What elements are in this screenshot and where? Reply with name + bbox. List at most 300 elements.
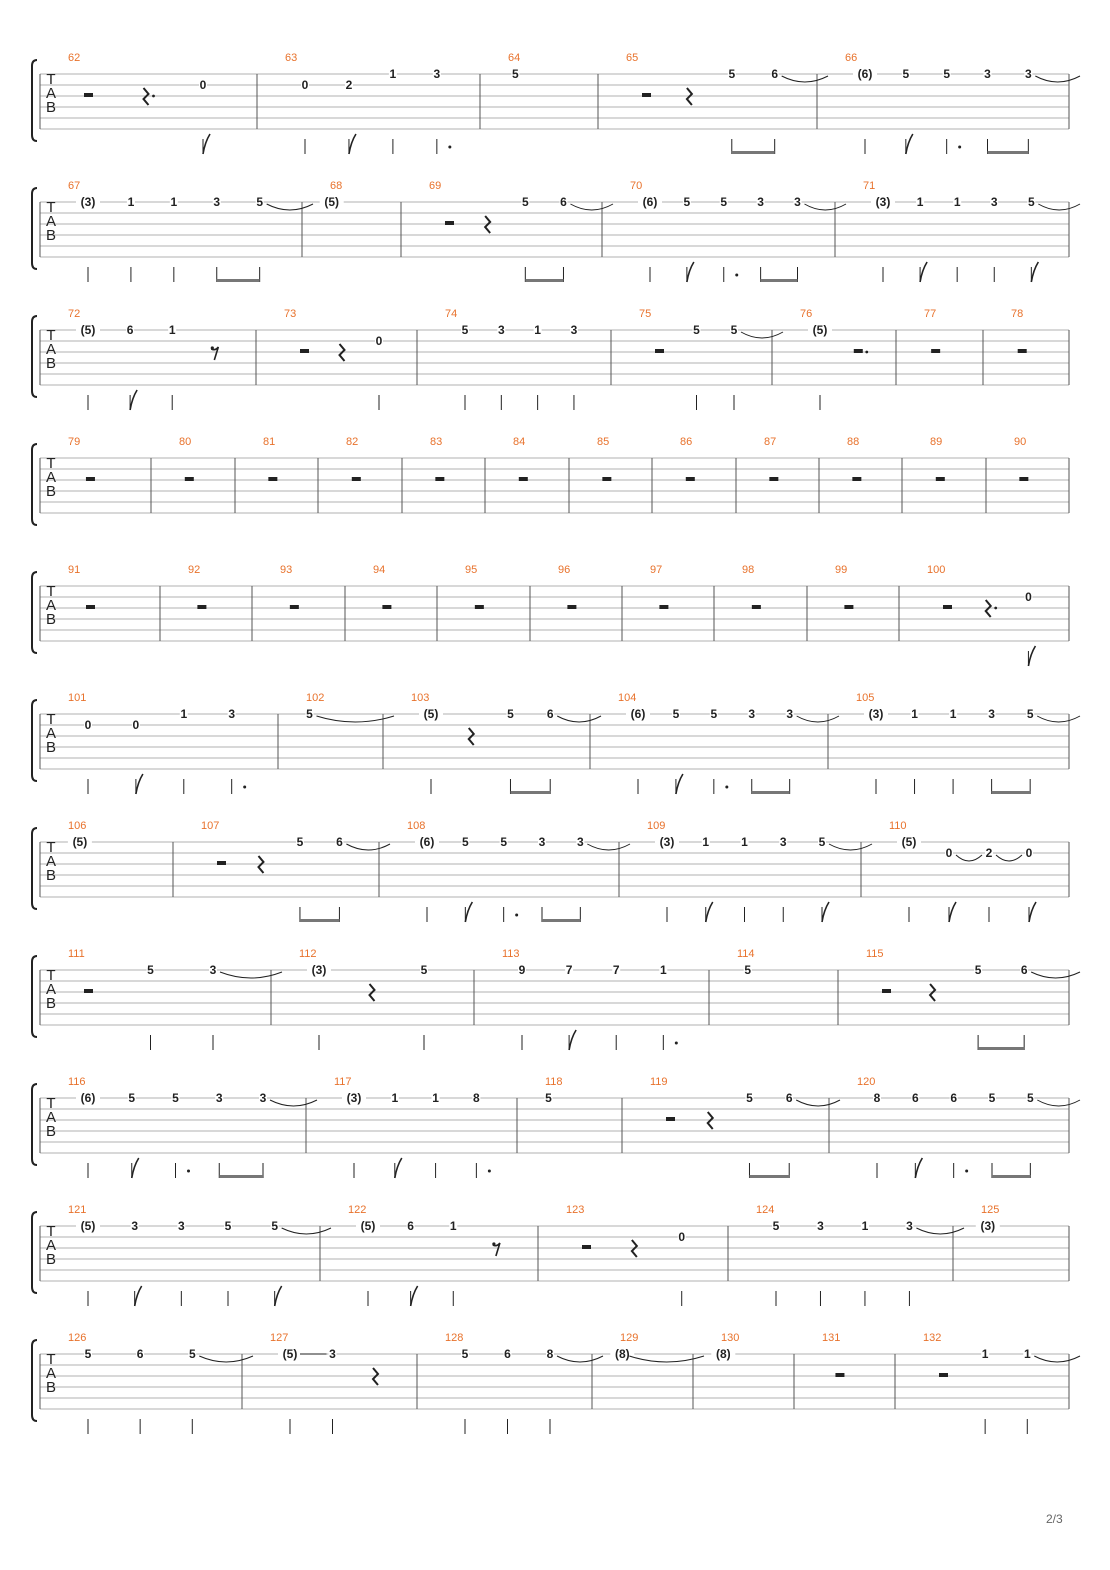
fret-number: 1 xyxy=(911,707,918,721)
measure xyxy=(610,1332,704,1362)
beam xyxy=(761,279,798,282)
rest-quarter xyxy=(373,1368,378,1385)
rest-half xyxy=(882,989,891,993)
beam xyxy=(752,791,790,794)
eighth-flag xyxy=(130,390,137,410)
system-bracket xyxy=(32,700,37,781)
rest-quarter xyxy=(687,88,692,105)
measure xyxy=(411,692,601,794)
page-number: 2/3 xyxy=(1046,1512,1063,1526)
tab-system xyxy=(32,692,1080,794)
fret-number: 3 xyxy=(538,835,546,849)
tie-arc xyxy=(557,1356,603,1362)
system-bracket xyxy=(32,828,37,909)
measure-number: 99 xyxy=(835,564,848,576)
fret-number: (5) xyxy=(360,1219,376,1233)
measure xyxy=(445,1332,603,1434)
measure-number: 67 xyxy=(68,180,81,192)
fret-number: (6) xyxy=(80,1091,96,1105)
rest-half xyxy=(939,1373,948,1377)
fret-number: 0 xyxy=(132,718,140,732)
fret-number: 3 xyxy=(213,195,221,209)
fret-number: 5 xyxy=(683,195,691,209)
fret-number: (3) xyxy=(875,195,891,209)
fret-number: 3 xyxy=(786,707,794,721)
fret-number: 0 xyxy=(945,846,953,860)
eighth-flag xyxy=(706,902,713,922)
measure-number: 111 xyxy=(68,948,85,960)
measure xyxy=(68,1076,317,1178)
measure xyxy=(1014,436,1028,481)
fret-number: 0 xyxy=(84,718,92,732)
rest-half xyxy=(290,605,299,609)
measure xyxy=(68,1204,331,1306)
measure xyxy=(597,436,611,481)
rest-quarter xyxy=(485,216,490,233)
fret-number: (5) xyxy=(80,1219,96,1233)
rest-half xyxy=(659,605,668,609)
measure-number: 102 xyxy=(306,692,325,704)
fret-number: 5 xyxy=(974,963,982,977)
beam xyxy=(749,1175,789,1178)
eighth-flag xyxy=(949,902,956,922)
fret-number: 5 xyxy=(461,1347,469,1361)
rest-half xyxy=(835,1373,844,1377)
measure-number: 81 xyxy=(263,436,276,448)
tab-clef-letter: A xyxy=(45,341,57,358)
measure xyxy=(68,180,313,282)
tab-clef-letter: A xyxy=(45,725,57,742)
rest-half xyxy=(445,221,454,225)
rest-half xyxy=(86,605,95,609)
fret-number: (5) xyxy=(282,1347,298,1361)
fret-number: 5 xyxy=(128,1091,136,1105)
measure xyxy=(650,1076,840,1178)
fret-number: 6 xyxy=(136,1347,144,1361)
system-bracket xyxy=(32,444,37,525)
tie-arc xyxy=(1034,1356,1080,1362)
tab-clef-letter: A xyxy=(45,1365,57,1382)
rest-half xyxy=(84,989,93,993)
rest-half xyxy=(382,605,391,609)
rest-half xyxy=(435,477,444,481)
measure xyxy=(976,1204,1000,1233)
tab-system xyxy=(32,1332,1080,1434)
fret-number: 1 xyxy=(170,195,178,209)
duration-dot xyxy=(448,146,451,149)
fret-number: 3 xyxy=(177,1219,185,1233)
fret-number: 8 xyxy=(473,1091,480,1105)
measure xyxy=(299,948,428,1050)
measure xyxy=(857,1076,1080,1178)
measure-number: 72 xyxy=(68,308,81,320)
measure-number: 89 xyxy=(930,436,943,448)
fret-number: 3 xyxy=(757,195,764,209)
measure-number: 64 xyxy=(508,52,521,64)
duration-dot xyxy=(865,351,868,354)
fret-number: 3 xyxy=(748,707,756,721)
fret-number: 1 xyxy=(449,1219,457,1233)
measure xyxy=(863,180,1080,282)
measure-number: 95 xyxy=(465,564,478,576)
measure xyxy=(737,948,755,977)
tab-clef-letter: B xyxy=(45,867,57,884)
fret-number: 5 xyxy=(902,67,910,81)
measure-number: 88 xyxy=(847,436,860,448)
eighth-flag xyxy=(822,902,829,922)
measure xyxy=(68,564,95,609)
tab-clef-letter: A xyxy=(45,85,57,102)
measure xyxy=(68,692,246,794)
eighth-flag xyxy=(676,774,683,794)
tie-arc xyxy=(956,855,982,861)
tab-clef-letter: T xyxy=(46,1223,56,1240)
eighth-flag xyxy=(203,134,210,154)
fret-number: 3 xyxy=(433,67,441,81)
tab-clef-letter: T xyxy=(46,455,56,472)
tie-arc xyxy=(741,332,783,338)
measure-number: 104 xyxy=(618,692,637,704)
tie-arc xyxy=(1031,972,1080,978)
measure xyxy=(348,1204,500,1306)
fret-number: 8 xyxy=(873,1091,881,1105)
rest-half xyxy=(582,1245,591,1249)
fret-number: 3 xyxy=(209,963,217,977)
tab-clef-letter: A xyxy=(45,213,57,230)
fret-number: 6 xyxy=(785,1091,793,1105)
measure-number: 117 xyxy=(334,1076,352,1088)
measure-number: 116 xyxy=(68,1076,86,1088)
fret-number: 1 xyxy=(949,707,957,721)
measure-number: 108 xyxy=(407,820,426,832)
measure-number: 128 xyxy=(445,1332,464,1344)
beam xyxy=(525,279,563,282)
measure-number: 109 xyxy=(647,820,666,832)
measure-number: 115 xyxy=(866,948,884,960)
tie-arc xyxy=(346,844,390,850)
fret-number: 5 xyxy=(172,1091,179,1105)
fret-number: (8) xyxy=(715,1347,731,1361)
measure-number: 84 xyxy=(513,436,526,448)
tab-clef-letter: T xyxy=(46,839,56,856)
eighth-flag xyxy=(136,774,143,794)
fret-number: 8 xyxy=(546,1347,554,1361)
measure xyxy=(618,692,839,794)
measure-number: 62 xyxy=(68,52,81,64)
measure-number: 124 xyxy=(756,1204,775,1216)
fret-number: 6 xyxy=(911,1091,919,1105)
fret-number: 5 xyxy=(672,707,680,721)
fret-number: 3 xyxy=(984,67,991,81)
fret-number: (3) xyxy=(80,195,96,209)
measure xyxy=(822,1332,844,1377)
fret-number: 5 xyxy=(296,835,304,849)
measure xyxy=(201,820,390,922)
rest-half xyxy=(769,477,778,481)
tab-clef-letter: B xyxy=(45,99,57,116)
system-bracket xyxy=(32,188,37,269)
measure xyxy=(927,564,1035,666)
measure xyxy=(680,436,695,481)
fret-number: 3 xyxy=(794,195,801,209)
fret-number: (6) xyxy=(642,195,658,209)
fret-number: 5 xyxy=(224,1219,232,1233)
tie-arc xyxy=(782,76,828,82)
rest-half xyxy=(655,349,664,353)
measure-number: 110 xyxy=(889,820,907,832)
rest-half xyxy=(666,1117,675,1121)
eighth-flag xyxy=(1028,646,1035,666)
fret-number: 5 xyxy=(772,1219,780,1233)
tab-clef-letter: T xyxy=(46,1095,56,1112)
fret-number: 5 xyxy=(746,1091,753,1105)
eighth-flag xyxy=(411,1286,418,1306)
duration-dot xyxy=(958,146,961,149)
tab-clef-letter: B xyxy=(45,995,57,1012)
tie-arc xyxy=(199,1356,253,1362)
measure xyxy=(626,52,828,154)
measure xyxy=(845,52,1080,154)
fret-number: (5) xyxy=(72,835,88,849)
measure xyxy=(68,948,282,1050)
measure xyxy=(800,308,868,410)
measure-number: 83 xyxy=(430,436,443,448)
tab-system xyxy=(32,948,1080,1050)
rest-eighth-dot xyxy=(211,346,214,349)
fret-number: 5 xyxy=(1026,1091,1034,1105)
measure-number: 131 xyxy=(822,1332,841,1344)
measure-number: 74 xyxy=(445,308,458,320)
fret-number: 6 xyxy=(336,835,343,849)
measure-number: 126 xyxy=(68,1332,87,1344)
tie-arc xyxy=(1035,76,1080,82)
fret-number: 5 xyxy=(461,835,469,849)
eighth-flag xyxy=(906,134,913,154)
fret-number: 5 xyxy=(943,67,951,81)
rest-quarter xyxy=(469,728,474,745)
system-bracket xyxy=(32,1340,37,1421)
measure-number: 71 xyxy=(863,180,876,192)
measure-number: 66 xyxy=(845,52,858,64)
rest-half xyxy=(197,605,206,609)
measure-number: 113 xyxy=(502,948,520,960)
measure xyxy=(68,52,210,154)
measure xyxy=(429,180,613,282)
beam xyxy=(992,1175,1030,1178)
system-bracket xyxy=(32,1212,37,1293)
fret-number: 0 xyxy=(301,78,309,92)
tab-clef-letter: T xyxy=(46,583,56,600)
measure xyxy=(465,564,484,609)
measure-number: 96 xyxy=(558,564,571,576)
tab-clef-letter: B xyxy=(45,611,57,628)
duration-dot xyxy=(152,95,155,98)
eighth-flag xyxy=(1031,262,1038,282)
rest-quarter xyxy=(708,1112,713,1129)
fret-number: 7 xyxy=(565,963,573,977)
fret-number: (3) xyxy=(980,1219,996,1233)
fret-number: 5 xyxy=(147,963,154,977)
measure xyxy=(513,436,528,481)
measure-number: 105 xyxy=(856,692,875,704)
rest-half xyxy=(268,477,277,481)
fret-number: 1 xyxy=(168,323,176,337)
tie-arc xyxy=(829,844,872,850)
tie-arc xyxy=(587,844,630,850)
measure-number: 120 xyxy=(857,1076,876,1088)
tie-arc xyxy=(916,1228,964,1234)
measure-number: 79 xyxy=(68,436,81,448)
fret-number: 5 xyxy=(1026,707,1034,721)
fret-number: (8) xyxy=(614,1347,630,1361)
measure-number: 106 xyxy=(68,820,87,832)
beam xyxy=(217,279,260,282)
measure xyxy=(930,436,945,481)
duration-dot xyxy=(243,786,246,789)
tab-clef-letter: A xyxy=(45,853,57,870)
eighth-flag xyxy=(395,1158,402,1178)
eighth-flag xyxy=(465,902,472,922)
fret-number: 6 xyxy=(950,1091,958,1105)
fret-number: (3) xyxy=(311,963,327,977)
rest-half xyxy=(86,477,95,481)
fret-number: 1 xyxy=(389,67,397,81)
system-bracket xyxy=(32,572,37,653)
measure xyxy=(445,308,578,410)
measure xyxy=(508,52,520,81)
system-bracket xyxy=(32,1084,37,1165)
tab-system xyxy=(32,564,1069,666)
measure xyxy=(711,1332,739,1361)
tab-clef-letter: T xyxy=(46,1351,56,1368)
tab-clef-letter: T xyxy=(46,327,56,344)
tab-clef-letter: A xyxy=(45,469,57,486)
measure xyxy=(68,436,95,481)
rest-half xyxy=(84,93,93,97)
fret-number: (6) xyxy=(630,707,646,721)
fret-number: 3 xyxy=(329,1347,336,1361)
measure xyxy=(502,948,678,1050)
tab-system xyxy=(32,1076,1080,1178)
tie-arc xyxy=(282,1228,331,1234)
fret-number: 5 xyxy=(84,1347,92,1361)
fret-number: 3 xyxy=(988,707,995,721)
measure-number: 86 xyxy=(680,436,693,448)
fret-number: 0 xyxy=(199,78,207,92)
measure-number: 80 xyxy=(179,436,192,448)
eighth-flag xyxy=(569,1030,576,1050)
fret-number: (6) xyxy=(857,67,873,81)
fret-number: 6 xyxy=(546,707,554,721)
fret-number: 5 xyxy=(730,323,738,337)
measure-number: 100 xyxy=(927,564,946,576)
measure xyxy=(320,180,344,209)
fret-number: (3) xyxy=(659,835,675,849)
fret-number: 5 xyxy=(271,1219,279,1233)
beam xyxy=(542,919,580,922)
fret-number: 9 xyxy=(518,963,526,977)
system-bracket xyxy=(32,316,37,397)
measure xyxy=(188,564,206,609)
fret-number: 1 xyxy=(953,195,961,209)
fret-number: 6 xyxy=(504,1347,511,1361)
duration-dot xyxy=(725,786,728,789)
rest-quarter xyxy=(144,88,149,105)
fret-number: 2 xyxy=(985,846,993,860)
beam xyxy=(219,1175,263,1178)
rest-quarter xyxy=(632,1240,637,1257)
measure xyxy=(847,436,861,481)
tie-arc xyxy=(557,716,601,722)
fret-number: 3 xyxy=(215,1091,223,1105)
measure xyxy=(923,1332,1080,1434)
measure xyxy=(68,308,218,410)
rest-half xyxy=(931,349,940,353)
fret-number: 3 xyxy=(570,323,578,337)
measure-number: 122 xyxy=(348,1204,367,1216)
tie-arc xyxy=(796,1100,840,1106)
rest-quarter xyxy=(340,344,345,361)
fret-number: (5) xyxy=(812,323,828,337)
measure-number: 68 xyxy=(330,180,343,192)
eighth-flag xyxy=(687,262,694,282)
fret-number: 5 xyxy=(1027,195,1035,209)
fret-number: 5 xyxy=(188,1347,196,1361)
rest-half xyxy=(752,605,761,609)
fret-number: 5 xyxy=(256,195,264,209)
tab-clef-letter: B xyxy=(45,355,57,372)
fret-number: 5 xyxy=(306,707,313,721)
rest-half xyxy=(852,477,861,481)
tie-arc xyxy=(570,204,613,210)
measure-number: 94 xyxy=(373,564,386,576)
measure xyxy=(430,436,444,481)
measure-number: 121 xyxy=(68,1204,87,1216)
eighth-flag xyxy=(920,262,927,282)
tab-clef-letter: T xyxy=(46,199,56,216)
measure xyxy=(373,564,391,609)
measure xyxy=(270,1332,378,1434)
tab-clef-letter: T xyxy=(46,967,56,984)
measure-number: 90 xyxy=(1014,436,1027,448)
fret-number: 6 xyxy=(126,323,134,337)
measure-number: 78 xyxy=(1011,308,1024,320)
fret-number: 1 xyxy=(180,707,188,721)
rest-half xyxy=(475,605,484,609)
tab-clef-letter: B xyxy=(45,1251,57,1268)
measure xyxy=(889,820,1036,922)
measure-number: 112 xyxy=(299,948,317,960)
tie-arc xyxy=(1037,1100,1080,1106)
fret-number: 5 xyxy=(512,67,519,81)
tie-arc xyxy=(220,972,282,978)
fret-number: 6 xyxy=(1020,963,1028,977)
measure-number: 63 xyxy=(285,52,298,64)
beam xyxy=(992,791,1031,794)
tie-arc xyxy=(797,716,839,722)
fret-number: 5 xyxy=(693,323,700,337)
fret-number: 5 xyxy=(710,707,718,721)
fret-number: (3) xyxy=(868,707,884,721)
fret-number: 3 xyxy=(906,1219,913,1233)
duration-dot xyxy=(515,914,518,917)
rest-half xyxy=(217,861,226,865)
measure xyxy=(650,564,668,609)
fret-number: 5 xyxy=(720,195,728,209)
tab-system xyxy=(32,308,1069,410)
eighth-flag xyxy=(915,1158,922,1178)
tie-arc xyxy=(270,1100,317,1106)
